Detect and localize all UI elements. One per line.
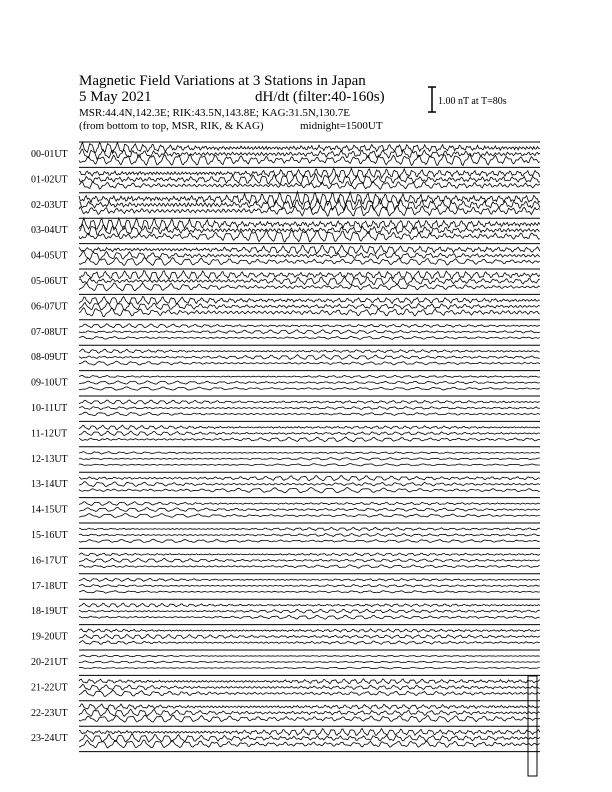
row-label: 03-04UT bbox=[31, 225, 68, 237]
trace-KAG bbox=[79, 527, 540, 530]
row-label: 10-11UT bbox=[31, 403, 68, 414]
row-05-06UT bbox=[31, 269, 540, 291]
trace-KAG bbox=[79, 655, 540, 657]
trace-KAG bbox=[79, 245, 540, 254]
trace-MSR bbox=[79, 181, 540, 189]
trace-rows bbox=[31, 142, 540, 752]
trace-KAG bbox=[79, 603, 540, 607]
trace-RIK bbox=[79, 533, 540, 536]
trace-RIK bbox=[79, 381, 540, 384]
trace-MSR bbox=[79, 154, 540, 165]
trace-RIK bbox=[79, 330, 540, 334]
quantity-label: dH/dt (filter:40-160s) bbox=[255, 89, 385, 105]
row-label: 21-22UT bbox=[31, 682, 68, 694]
trace-RIK bbox=[79, 585, 540, 588]
trace-KAG bbox=[79, 324, 540, 328]
row-21-22UT bbox=[31, 675, 540, 696]
trace-RIK bbox=[79, 684, 540, 690]
trace-KAG bbox=[79, 271, 540, 280]
row-18-19UT bbox=[31, 599, 540, 619]
row-label: 08-09UT bbox=[31, 352, 68, 364]
trace-RIK bbox=[79, 709, 540, 716]
trace-KAG bbox=[79, 296, 540, 304]
trace-RIK bbox=[79, 431, 540, 436]
trace-RIK bbox=[79, 481, 540, 486]
trace-MSR bbox=[79, 488, 540, 493]
trace-RIK bbox=[79, 734, 540, 742]
trace-RIK bbox=[79, 661, 540, 663]
row-label: 23-24UT bbox=[31, 733, 68, 745]
trace-RIK bbox=[79, 634, 540, 638]
station-order-note: (from bottom to top, MSR, RIK, & KAG) bbox=[79, 120, 264, 132]
row-01-02UT bbox=[31, 167, 540, 189]
trace-KAG bbox=[79, 218, 540, 230]
trace-MSR bbox=[79, 590, 540, 593]
row-label: 09-10UT bbox=[31, 377, 68, 389]
row-label: 06-07UT bbox=[31, 301, 68, 313]
trace-KAG bbox=[79, 578, 540, 581]
trace-RIK bbox=[79, 407, 540, 410]
trace-MSR bbox=[79, 257, 540, 265]
row-03-04UT bbox=[31, 218, 540, 242]
row-label: 17-18UT bbox=[31, 580, 68, 592]
date-label: 5 May 2021 bbox=[79, 89, 152, 105]
trace-MSR bbox=[79, 539, 540, 542]
row-label: 15-16UT bbox=[31, 530, 68, 541]
trace-MSR bbox=[79, 565, 540, 568]
trace-MSR bbox=[79, 464, 540, 466]
row-label: 18-19UT bbox=[31, 606, 68, 618]
trace-RIK bbox=[79, 251, 540, 260]
trace-KAG bbox=[79, 349, 540, 353]
row-12-13UT bbox=[31, 447, 540, 466]
row-19-20UT bbox=[31, 625, 540, 645]
trace-RIK bbox=[79, 458, 540, 461]
row-label: 02-03UT bbox=[31, 199, 68, 211]
row-label: 20-21UT bbox=[31, 657, 68, 668]
row-08-09UT bbox=[31, 345, 540, 365]
trace-KAG bbox=[79, 452, 540, 454]
trace-KAG bbox=[79, 728, 540, 735]
row-14-15UT bbox=[31, 498, 540, 518]
row-15-16UT bbox=[31, 523, 540, 542]
station-list: MSR:44.4N,142.3E; RIK:43.5N,143.8E; KAG:31.5N,130.7E bbox=[79, 107, 351, 119]
trace-MSR bbox=[79, 715, 540, 722]
trace-KAG bbox=[79, 375, 540, 377]
row-label: 07-08UT bbox=[31, 326, 68, 338]
trace-KAG bbox=[79, 553, 540, 556]
row-label: 16-17UT bbox=[31, 555, 68, 567]
row-label: 19-20UT bbox=[31, 631, 68, 643]
trace-MSR bbox=[79, 387, 540, 390]
row-09-10UT bbox=[31, 371, 540, 391]
trace-MSR bbox=[79, 283, 540, 291]
trace-KAG bbox=[79, 704, 540, 710]
row-label: 11-12UT bbox=[31, 428, 68, 440]
trace-RIK bbox=[79, 355, 540, 360]
scale-bar-label: 1.00 nT at T=80s bbox=[438, 96, 507, 107]
trace-KAG bbox=[79, 476, 540, 481]
row-23-24UT bbox=[31, 726, 540, 748]
row-06-07UT bbox=[31, 294, 540, 316]
trace-RIK bbox=[79, 507, 540, 511]
row-13-14UT bbox=[31, 472, 540, 493]
row-04-05UT bbox=[31, 244, 540, 266]
trace-KAG bbox=[79, 192, 540, 206]
row-00-01UT bbox=[31, 142, 540, 166]
trace-KAG bbox=[79, 400, 540, 404]
row-label: 13-14UT bbox=[31, 479, 68, 491]
row-02-03UT bbox=[31, 192, 540, 217]
trace-KAG bbox=[79, 425, 540, 429]
trace-MSR bbox=[79, 641, 540, 645]
row-07-08UT bbox=[31, 320, 540, 340]
trace-MSR bbox=[79, 361, 540, 365]
row-label: 04-05UT bbox=[31, 250, 68, 262]
midnight-note: midnight=1500UT bbox=[300, 120, 383, 132]
row-10-11UT bbox=[31, 396, 540, 416]
row-label: 22-23UT bbox=[31, 707, 68, 719]
trace-MSR bbox=[79, 667, 540, 669]
trace-KAG bbox=[79, 679, 540, 684]
trace-MSR bbox=[79, 412, 540, 416]
trace-RIK bbox=[79, 277, 540, 285]
row-label: 12-13UT bbox=[31, 453, 68, 465]
trace-MSR bbox=[79, 437, 540, 442]
trace-MSR bbox=[79, 514, 540, 518]
row-17-18UT bbox=[31, 574, 540, 593]
trace-KAG bbox=[79, 142, 540, 153]
trace-MSR bbox=[79, 336, 540, 339]
row-16-17UT bbox=[31, 548, 540, 568]
row-label: 05-06UT bbox=[31, 276, 68, 287]
row-20-21UT bbox=[31, 650, 540, 669]
row-label: 01-02UT bbox=[31, 174, 68, 186]
trace-KAG bbox=[79, 169, 540, 179]
row-22-23UT bbox=[31, 701, 540, 722]
trace-MSR bbox=[79, 690, 540, 696]
scale-bar bbox=[428, 87, 436, 112]
trace-KAG bbox=[79, 629, 540, 633]
row-label: 14-15UT bbox=[31, 504, 68, 516]
trace-RIK bbox=[79, 609, 540, 613]
trace-RIK bbox=[79, 558, 540, 562]
row-label: 00-01UT bbox=[31, 149, 68, 160]
trace-KAG bbox=[79, 502, 540, 506]
trace-MSR bbox=[79, 615, 540, 619]
row-11-12UT bbox=[31, 421, 540, 441]
chart-title: Magnetic Field Variations at 3 Stations in Japan bbox=[79, 73, 366, 89]
